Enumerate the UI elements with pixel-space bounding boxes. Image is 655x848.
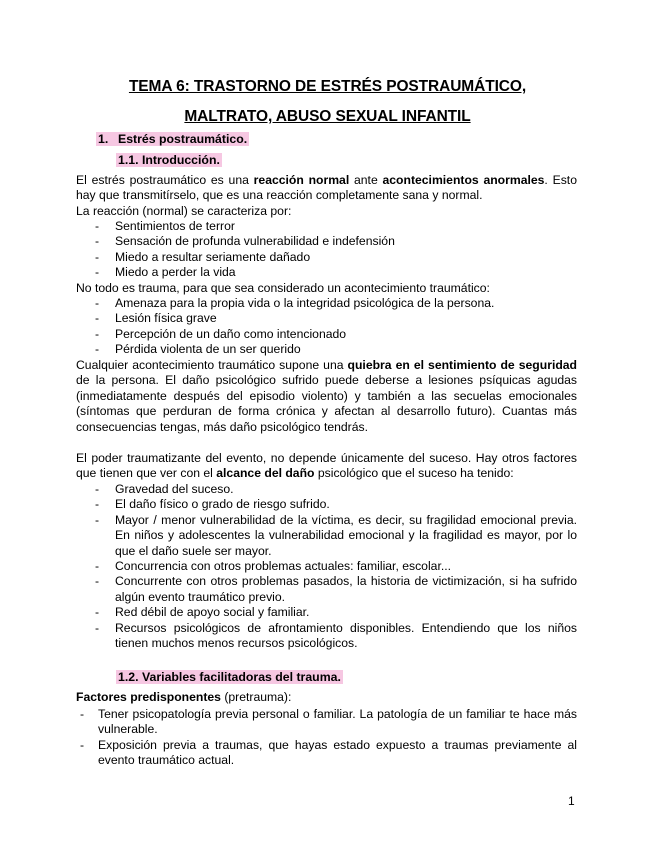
facilitators-label: Factores predisponentes (pretrauma):	[76, 690, 292, 704]
intro-paragraph-2: La reacción (normal) se caracteriza por:	[76, 204, 292, 218]
section-1-number: 1.	[98, 132, 109, 146]
list-item: - Miedo a perder la vida	[95, 265, 236, 280]
list-item: - Amenaza para la propia vida o la integridad psicológica de la persona.	[95, 296, 495, 310]
list-item: - Gravedad del suceso.	[95, 482, 234, 496]
section-1-2-heading	[116, 670, 343, 684]
section-1-heading	[96, 132, 249, 146]
section-1-title: Estrés postraumático.	[118, 132, 248, 146]
intro-paragraph-1: El estrés postraumático es una reacción normal ante acontecimientos anormales. Esto hay que transmitírselo, que es una reacción completamente sana y normal.	[76, 173, 577, 203]
facilitators-list	[76, 707, 577, 769]
list-item: - El daño físico o grado de riesgo sufrido.	[95, 497, 330, 512]
section-1-1-heading	[116, 153, 222, 167]
intro-paragraph-3: No todo es trauma, para que sea considerado un acontecimiento traumático:	[76, 281, 490, 295]
list-item: - Lesión física grave	[95, 311, 217, 326]
factor-list	[76, 482, 577, 651]
section-1-2-title: Variables facilitadoras del trauma.	[142, 670, 341, 684]
list-item: - Sentimientos de terror	[95, 219, 235, 233]
list-item: - Concurrente con otros problemas pasados, la historia de victimización, si ha sufrido algún evento traumático previo.	[95, 574, 577, 604]
list-item: - Pérdida violenta de un ser querido	[95, 342, 301, 357]
section-1-1-number: 1.1.	[118, 153, 139, 167]
list-item: - Exposición previa a traumas, que hayas estado expuesto a traumas previamente al evento traumático actual.	[80, 737, 577, 768]
document-title-line-1: TEMA 6: TRASTORNO DE ESTRÉS POSTRAUMÁTICO,	[128, 78, 527, 95]
section-1-1-title: Introducción.	[142, 153, 220, 167]
list-item: - Recursos psicológicos de afrontamiento disponibles. Entendiendo que los niños tienen muchos menos recursos psicológicos.	[95, 620, 577, 651]
intro-paragraph-5: El poder traumatizante del evento, no depende únicamente del suceso. Hay otros factores que tienen que ver con el alcance del daño psicológico que el suceso ha tenido:	[76, 451, 577, 481]
page-number: 1	[568, 794, 575, 808]
list-item: - Percepción de un daño como intencionado	[95, 326, 347, 341]
reaction-list	[76, 219, 577, 281]
section-1-2-number: 1.2.	[118, 670, 139, 684]
trauma-list	[76, 296, 577, 358]
list-item: - Miedo a resultar seriamente dañado	[95, 249, 311, 264]
list-item: - Sensación de profunda vulnerabilidad e indefensión	[95, 234, 395, 249]
list-item: - Concurrencia con otros problemas actuales: familiar, escolar...	[95, 559, 451, 574]
intro-paragraph-4: Cualquier acontecimiento traumático supone una quiebra en el sentimiento de seguridad de la persona. El daño psicológico sufrido puede deberse a lesiones psíquicas agudas (inmediatamente después del episodio violento) y también a las secuelas emocionales (síntomas que perduran de forma crónica y afectan al desarrollo futuro). Cuantas más consecuencias tengas, más daño psicológico tendrás.	[76, 358, 577, 434]
list-item: - Tener psicopatología previa personal o familiar. La patología de un familiar te hace más vulnerable.	[80, 707, 577, 737]
list-item: - Red débil de apoyo social y familiar.	[95, 605, 310, 620]
document-title-line-2: MALTRATO, ABUSO SEXUAL INFANTIL	[184, 108, 471, 125]
list-item: - Mayor / menor vulnerabilidad de la víctima, es decir, su fragilidad emocional previa. En niños y adolescentes la vulnerabilidad emocional y la fragilidad es mayor, por lo que el daño suele ser mayor.	[95, 512, 577, 558]
